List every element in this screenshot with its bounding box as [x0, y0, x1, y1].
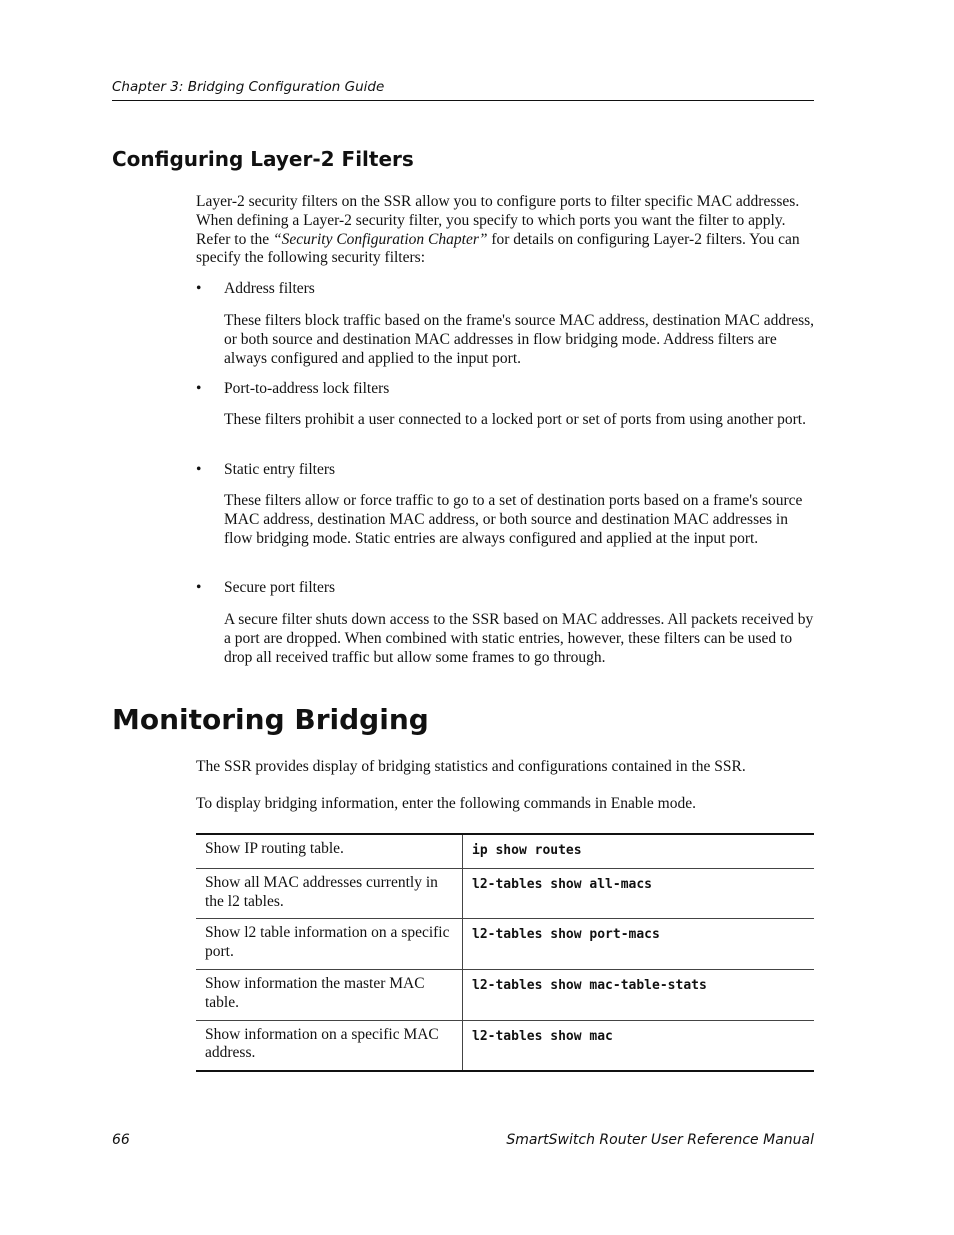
table-row — [196, 868, 814, 919]
intro-text-before: Layer-2 security filters on the SSR allow you to configure ports to filter specific MAC addresses. When defining a Layer-2 security filter, you specify to which ports you want the filter to apply. Refer to the — [196, 193, 800, 248]
table-row — [196, 969, 814, 1020]
filter-name: Port-to-address lock filters — [224, 380, 390, 397]
monitor-paragraph-2: To display bridging information, enter the following commands in Enable mode. — [196, 795, 696, 812]
filter-item-static-entry — [196, 461, 335, 480]
section-title: Configuring Layer-2 Filters — [112, 147, 414, 171]
command-syntax: l2-tables show all-macs — [463, 868, 815, 919]
filter-name: Secure port filters — [224, 579, 336, 596]
page-number: 66 — [112, 1132, 130, 1148]
command-syntax: ip show routes — [463, 834, 815, 868]
command-description: Show l2 table information on a specific port. — [196, 919, 463, 970]
command-description: Show all MAC addresses currently in the l2 tables. — [196, 868, 463, 919]
chapter-title: Monitoring Bridging — [112, 703, 429, 736]
filter-description: These filters allow or force traffic to go to a set of destination ports based on a frame's source MAC address, destination MAC address, or both source and destination MAC addresses in flow bridging mode. Static entries are always configured and applied at the input port. — [224, 492, 803, 547]
bullet-icon: • — [196, 461, 202, 478]
command-description: Show information the master MAC table. — [196, 969, 463, 1020]
table-row — [196, 919, 814, 970]
command-syntax: l2-tables show mac-table-stats — [463, 969, 815, 1020]
table-row — [196, 1020, 814, 1071]
bullet-icon: • — [196, 579, 202, 596]
intro-paragraph — [196, 193, 816, 268]
command-table — [196, 833, 814, 1072]
chapter-reference: “Security Configuration Chapter” — [273, 230, 488, 248]
command-syntax: l2-tables show mac — [472, 1028, 613, 1044]
bullet-icon: • — [196, 380, 202, 397]
filter-name: Static entry filters — [224, 461, 336, 478]
table-row — [196, 834, 814, 868]
command-description: Show IP routing table. — [196, 834, 463, 868]
command-description: Show information on a specific MAC address. — [196, 1020, 463, 1071]
monitor-paragraph-1: The SSR provides display of bridging statistics and configurations contained in the SSR. — [196, 758, 746, 775]
bullet-icon: • — [196, 280, 202, 297]
running-head: Chapter 3: Bridging Configuration Guide — [112, 79, 385, 95]
manual-title: SmartSwitch Router User Reference Manual — [506, 1132, 814, 1148]
filter-item-port-lock — [196, 380, 389, 399]
filter-description: These filters block traffic based on the frame's source MAC address, destination MAC address, or both source and destination MAC addresses in flow bridging mode. Address filters are always configured and applied to the input port. — [224, 312, 815, 367]
filter-description: These filters prohibit a user connected to a locked port or set of ports from using another port. — [224, 411, 806, 428]
filter-name: Address filters — [224, 280, 315, 297]
filter-item-secure-port — [196, 579, 335, 598]
header-rule — [112, 100, 814, 101]
filter-item-address — [196, 280, 315, 299]
filter-description: A secure filter shuts down access to the SSR based on MAC addresses. All packets received by a port are dropped. When combined with static entries, however, these filters can be used to drop all received traffic but allow some frames to go through. — [224, 611, 814, 666]
intro-text-after: for details on configuring Layer-2 filters. You can specify the following security filters: — [196, 230, 800, 267]
command-syntax: l2-tables show port-macs — [463, 919, 815, 970]
